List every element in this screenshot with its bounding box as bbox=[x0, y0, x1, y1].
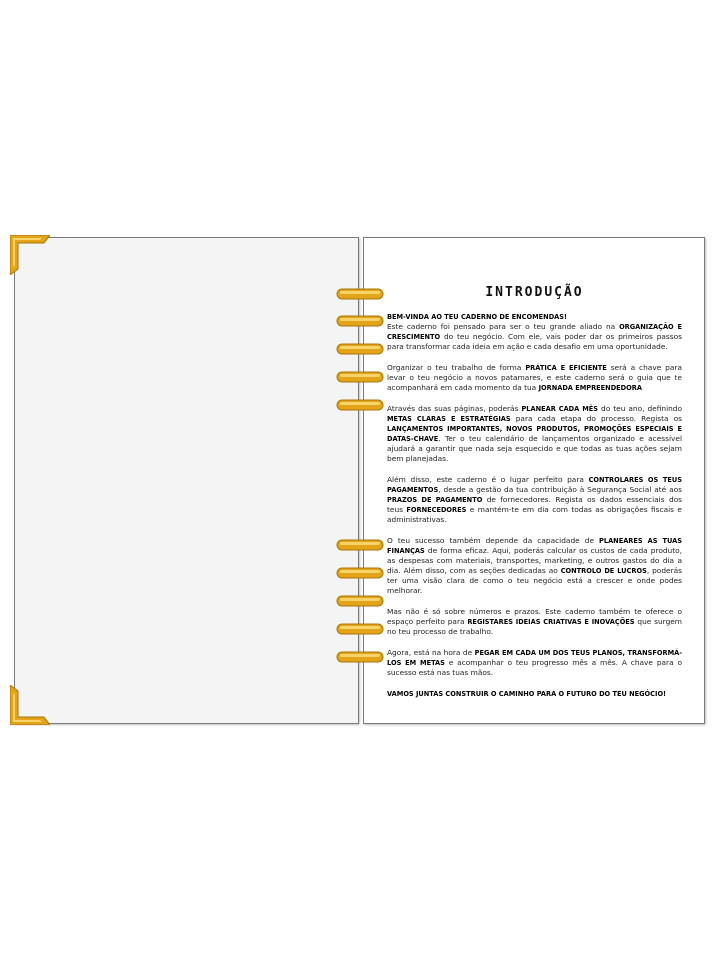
spiral-coil-icon bbox=[336, 342, 384, 356]
spiral-coil-icon bbox=[336, 650, 384, 664]
spiral-coil-icon bbox=[336, 287, 384, 301]
spiral-coil-icon bbox=[336, 314, 384, 328]
spiral-coil-icon bbox=[336, 370, 384, 384]
paragraph-finances: O teu sucesso também depende da capacidade de PLANEARES AS TUAS FINANÇAS de forma eficaz. Aqui, poderás calcular os custos de cada produto, as despesas com materiais, transportes, marketing, e outros gastos do dia a dia. Além disso, com as seções dedicadas ao CONTROLO DE LUCROS, poderás ter uma visão clara de como o teu negócio está a crescer e onde podes melhorar. bbox=[387, 536, 682, 595]
paragraph-welcome: BEM-VINDA AO TEU CADERNO DE ENCOMENDAS! Este caderno foi pensado para ser o teu grande aliado na ORGANIZAÇÃO E CRESCIMENTO do teu negócio. Com ele, vais poder dar os primeiros passos para transformar cada ideia em ação e cada desafio em uma oportunidade. bbox=[387, 313, 683, 351]
notebook-cover-page bbox=[14, 237, 359, 724]
paragraph-ideas: Mas não é só sobre números e prazos. Este caderno também te oferece o espaço perfeito para REGISTARES IDEIAS CRIATIVAS E INOVAÇÕES que surgem no teu processo de trabalho. bbox=[387, 607, 683, 636]
spiral-coil-icon bbox=[336, 594, 384, 608]
paragraph-payments: Além disso, este caderno é o lugar perfeito para CONTROLARES OS TEUS PAGAMENTOS, desde a gestão da tua contribuição à Segurança Social até aos PRAZOS DE PAGAMENTO de fornecedores. Regista os dados essenciais dos teus FORNECEDORES e mantém-te em dia com todas as obrigações fiscais e administrativas. bbox=[387, 475, 683, 524]
paragraph-organize: Organizar o teu trabalho de forma PRÁTICA E EFICIENTE será a chave para levar o teu negócio a novos patamares, e este caderno será o guia que te acompanhará em cada momento da tua JORNADA EMPREENDEDORA bbox=[387, 363, 682, 392]
spiral-coil-icon bbox=[336, 398, 384, 412]
closing-line: VAMOS JUNTAS CONSTRUIR O CAMINHO PARA O FUTURO DO TEU NEGÓCIO! bbox=[387, 690, 667, 698]
introduction-content bbox=[387, 285, 682, 710]
spiral-coil-icon bbox=[336, 538, 384, 552]
spiral-coil-icon bbox=[336, 566, 384, 580]
paragraph-goals: Agora, está na hora de PEGAR EM CADA UM DOS TEUS PLANOS, TRANSFORMÁ-LOS EM METAS e acompanhar o teu progresso mês a mês. A chave para o sucesso está nas tuas mãos. bbox=[387, 648, 683, 677]
page-title: INTRODUÇÃO bbox=[485, 285, 584, 300]
gold-corner-bottom-left-icon bbox=[10, 685, 50, 725]
paragraph-planning: Através das suas páginas, poderás PLANEAR CADA MÊS do teu ano, definindo METAS CLARAS E ESTRATÉGIAS para cada etapa do processo. Regista os LANÇAMENTOS IMPORTANTES, NOVOS PRODUTOS, PROMOÇÕES ESPECIAIS E DATAS-CHAVE. Ter o teu calendário de lançamentos organizado e acessível ajudará a garantir que nada seja esquecido e que todas as tuas ações sejam bem planejadas. bbox=[387, 404, 683, 463]
gold-corner-top-left-icon bbox=[10, 235, 50, 275]
welcome-heading: BEM-VINDA AO TEU CADERNO DE ENCOMENDAS! bbox=[387, 313, 568, 321]
spiral-coil-icon bbox=[336, 622, 384, 636]
